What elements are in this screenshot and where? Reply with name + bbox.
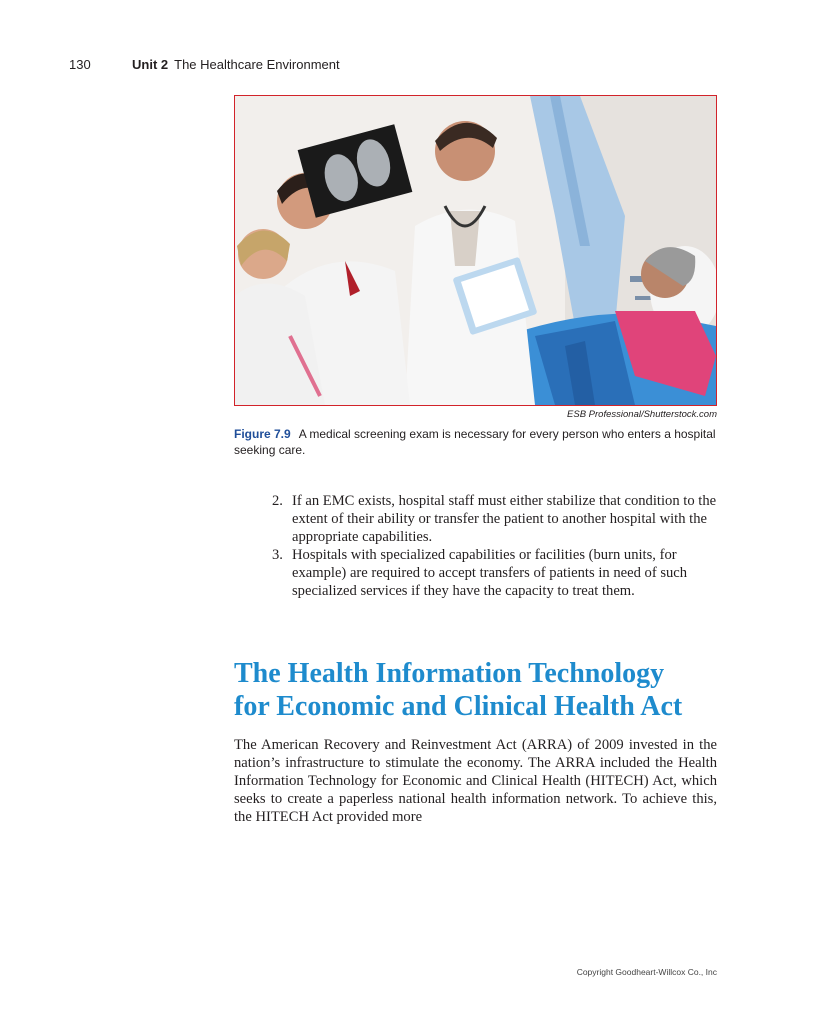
list-item <box>262 492 720 546</box>
numbered-list <box>262 492 720 600</box>
running-header <box>69 57 340 72</box>
unit-label: Unit 2 <box>132 57 169 72</box>
list-item-text: Hospitals with specialized capabilities or facilities (burn units, for example) are required to accept transfers of patients in need of such specialized services if they have the capacity to treat them. <box>292 547 688 599</box>
section-heading <box>234 657 754 723</box>
body-paragraph: The American Recovery and Reinvestment Act (ARRA) of 2009 invested in the nation’s infrastructure to stimulate the economy. The ARRA included the Health Information Technology for Economic and Clinical Health (HITECH) Act, which seeks to create a paperless national health information network. To achieve this, the HITECH Act provided more <box>234 737 717 825</box>
list-item-number: 2. <box>272 493 283 509</box>
unit-title: The Healthcare Environment <box>174 57 340 72</box>
section-heading-line1: The Health Information Technology <box>234 658 665 689</box>
figure-label: Figure 7.9 <box>234 427 291 441</box>
figure-caption <box>234 427 717 458</box>
photo-illustration <box>235 96 716 405</box>
page-number: 130 <box>69 57 91 72</box>
figure-photo <box>234 95 717 406</box>
section-heading-line2: for Economic and Clinical Health Act <box>234 691 683 722</box>
copyright-notice: Copyright Goodheart-Willcox Co., Inc <box>576 967 717 977</box>
photo-credit: ESB Professional/Shutterstock.com <box>567 409 717 420</box>
list-item <box>262 546 720 600</box>
figure-caption-text: A medical screening exam is necessary for every person who enters a hospital seeking care. <box>234 427 716 457</box>
list-item-number: 3. <box>272 547 283 563</box>
list-item-text: If an EMC exists, hospital staff must either stabilize that condition to the extent of their ability or transfer the patient to another hospital with the appropriate capabilities. <box>292 493 717 545</box>
